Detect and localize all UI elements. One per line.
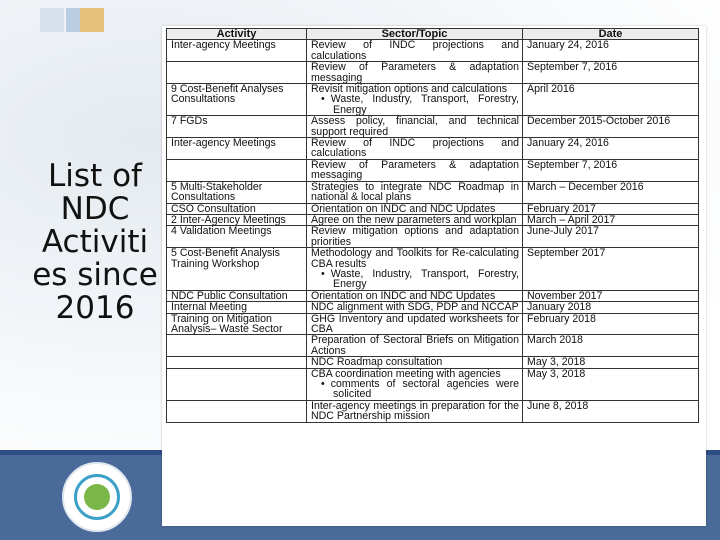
topic-cell-text: Review of INDC projections and calculations — [311, 137, 519, 160]
date-cell — [523, 62, 699, 84]
logo-emblem — [84, 484, 110, 510]
date-cell — [523, 248, 699, 291]
date-cell — [523, 40, 699, 62]
activity-cell-text: 5 Multi-Stakeholder Consultations — [171, 181, 263, 203]
topic-cell-text: Agree on the new parameters and workplan — [311, 214, 517, 226]
topic-bullet: • Waste, Industry, Transport, Forestry, Energy — [311, 94, 519, 115]
table-row — [167, 181, 699, 203]
date-cell — [523, 84, 699, 116]
topic-cell-text: Review mitigation options and adaptation priorities — [311, 225, 519, 248]
table-row — [167, 159, 699, 181]
activity-cell — [167, 214, 307, 225]
activity-cell-text: 9 Cost-Benefit Analyses Consultations — [171, 83, 284, 106]
table-row — [167, 203, 699, 214]
activity-cell — [167, 335, 307, 357]
activity-cell-text: Inter-agency Meetings — [171, 137, 276, 150]
date-cell-text: June-July 2017 — [527, 225, 599, 238]
topic-cell — [307, 400, 523, 422]
date-cell — [523, 159, 699, 181]
table-row — [167, 116, 699, 138]
date-cell — [523, 302, 699, 313]
table-row — [167, 335, 699, 357]
date-cell-text: March 2018 — [527, 334, 583, 347]
topic-cell — [307, 226, 523, 248]
topic-cell — [307, 159, 523, 181]
topic-cell — [307, 203, 523, 214]
topic-cell-text: Assess policy, financial, and technical support required — [311, 115, 519, 138]
topic-cell — [307, 248, 523, 291]
topic-cell — [307, 290, 523, 301]
header-date: Date — [523, 29, 699, 40]
title-line: NDC — [60, 191, 130, 227]
topic-cell-text: Methodology and Toolkits for Re-calculating CBA results — [311, 247, 519, 270]
date-cell — [523, 226, 699, 248]
date-cell-text: November 2017 — [527, 290, 603, 302]
table-row — [167, 62, 699, 84]
topic-cell — [307, 335, 523, 357]
date-cell-text: May 3, 2018 — [527, 368, 586, 380]
activity-cell-text: CSO Consultation — [171, 203, 256, 215]
topic-cell-text: Inter-agency meetings in preparation for the NDC Partnership mission — [311, 400, 519, 423]
title-line: es since — [32, 257, 158, 293]
date-cell — [523, 400, 699, 422]
activity-cell-text: 2 Inter-Agency Meetings — [171, 214, 286, 226]
date-cell-text: May 3, 2018 — [527, 356, 586, 369]
topic-cell — [307, 116, 523, 138]
table-row — [167, 368, 699, 400]
slide-title — [30, 160, 160, 325]
activity-cell-text: Training on Mitigation Analysis– Waste Sector — [171, 313, 283, 335]
date-cell — [523, 181, 699, 203]
title-line: List of — [48, 158, 142, 194]
activity-cell — [167, 203, 307, 214]
topic-cell-text: NDC alignment with SDG, PDP and NCCAP — [311, 301, 519, 314]
header-activity: Activity — [167, 29, 307, 40]
activity-cell-text: Internal Meeting — [171, 301, 247, 314]
topic-cell-text: Revisit mitigation options and calculations — [311, 83, 508, 96]
table-row — [167, 214, 699, 225]
activity-cell — [167, 181, 307, 203]
date-cell — [523, 357, 699, 368]
title-line: 2016 — [55, 290, 135, 326]
activity-cell — [167, 84, 307, 116]
topic-cell-text: CBA coordination meeting with agencies — [311, 368, 501, 380]
topic-cell — [307, 62, 523, 84]
activity-cell-text: Inter-agency Meetings — [171, 39, 276, 52]
topic-cell — [307, 138, 523, 160]
topic-cell-text: Review of Parameters & adaptation messaging — [311, 61, 519, 84]
table-row — [167, 84, 699, 116]
topic-bullet: • Waste, Industry, Transport, Forestry, Energy — [311, 269, 519, 290]
date-cell-text: April 2016 — [527, 83, 575, 96]
title-line: Activiti — [41, 224, 149, 260]
date-cell — [523, 313, 699, 335]
table-header-row — [167, 29, 699, 40]
date-cell-text: January 24, 2016 — [527, 137, 609, 150]
activity-cell — [167, 313, 307, 335]
decor-square — [80, 8, 104, 32]
topic-cell — [307, 302, 523, 313]
activity-cell-text: 7 FGDs — [171, 115, 208, 128]
date-cell — [523, 138, 699, 160]
activity-cell — [167, 400, 307, 422]
date-cell-text: March – December 2016 — [527, 181, 644, 193]
topic-cell-text: Orientation on INDC and NDC Updates — [311, 290, 496, 302]
date-cell-text: February 2018 — [527, 313, 596, 325]
decor-square — [40, 8, 64, 32]
topic-cell-text: Review of Parameters & adaptation messaging — [311, 159, 519, 182]
topic-cell — [307, 40, 523, 62]
topic-cell-text: NDC Roadmap consultation — [311, 356, 443, 369]
topic-cell — [307, 368, 523, 400]
date-cell-text: March – April 2017 — [527, 214, 616, 226]
date-cell — [523, 116, 699, 138]
topic-cell — [307, 357, 523, 368]
climate-commission-logo — [62, 462, 132, 532]
activity-cell — [167, 40, 307, 62]
activity-cell — [167, 159, 307, 181]
table-row — [167, 40, 699, 62]
date-cell-text: September 7, 2016 — [527, 159, 618, 171]
activity-cell-text: NDC Public Consultation — [171, 290, 288, 302]
date-cell — [523, 203, 699, 214]
date-cell-text: September 7, 2016 — [527, 61, 618, 74]
activity-cell — [167, 248, 307, 291]
date-cell-text: January 24, 2016 — [527, 39, 609, 52]
date-cell-text: December 2015-October 2016 — [527, 115, 671, 128]
activity-cell — [167, 302, 307, 313]
topic-bullet: • comments of sectoral agencies were solicited — [311, 379, 519, 400]
table-row — [167, 138, 699, 160]
activity-cell — [167, 62, 307, 84]
table-row — [167, 400, 699, 422]
topic-cell-text: Strategies to integrate NDC Roadmap in national & local plans — [311, 181, 519, 203]
topic-cell-text: Review of INDC projections and calculations — [311, 39, 519, 62]
activity-cell — [167, 368, 307, 400]
date-cell-text: January 2018 — [527, 301, 592, 314]
activity-cell — [167, 357, 307, 368]
activity-cell — [167, 138, 307, 160]
table-row — [167, 302, 699, 313]
activity-cell — [167, 226, 307, 248]
topic-cell — [307, 84, 523, 116]
date-cell-text: September 2017 — [527, 247, 606, 260]
topic-cell-text: GHG Inventory and updated worksheets for CBA — [311, 313, 519, 335]
topic-cell-text: Preparation of Sectoral Briefs on Mitigation Actions — [311, 334, 519, 357]
table-row — [167, 290, 699, 301]
date-cell — [523, 368, 699, 400]
header-sector-topic: Sector/Topic — [307, 29, 523, 40]
topic-cell-text: Orientation on INDC and NDC Updates — [311, 203, 496, 215]
topic-cell — [307, 181, 523, 203]
date-cell — [523, 214, 699, 225]
activity-cell-text: 5 Cost-Benefit Analysis Training Workshop — [171, 247, 280, 270]
activity-cell — [167, 290, 307, 301]
date-cell-text: February 2017 — [527, 203, 596, 215]
date-cell — [523, 290, 699, 301]
date-cell-text: June 8, 2018 — [527, 400, 589, 412]
activity-cell-text: 4 Validation Meetings — [171, 225, 272, 238]
topic-cell — [307, 313, 523, 335]
ndc-activities-table — [166, 28, 699, 423]
topic-cell — [307, 214, 523, 225]
table-body — [167, 40, 699, 422]
activity-cell — [167, 116, 307, 138]
table-row — [167, 357, 699, 368]
table-row — [167, 248, 699, 291]
table-row — [167, 226, 699, 248]
table-row — [167, 313, 699, 335]
date-cell — [523, 335, 699, 357]
